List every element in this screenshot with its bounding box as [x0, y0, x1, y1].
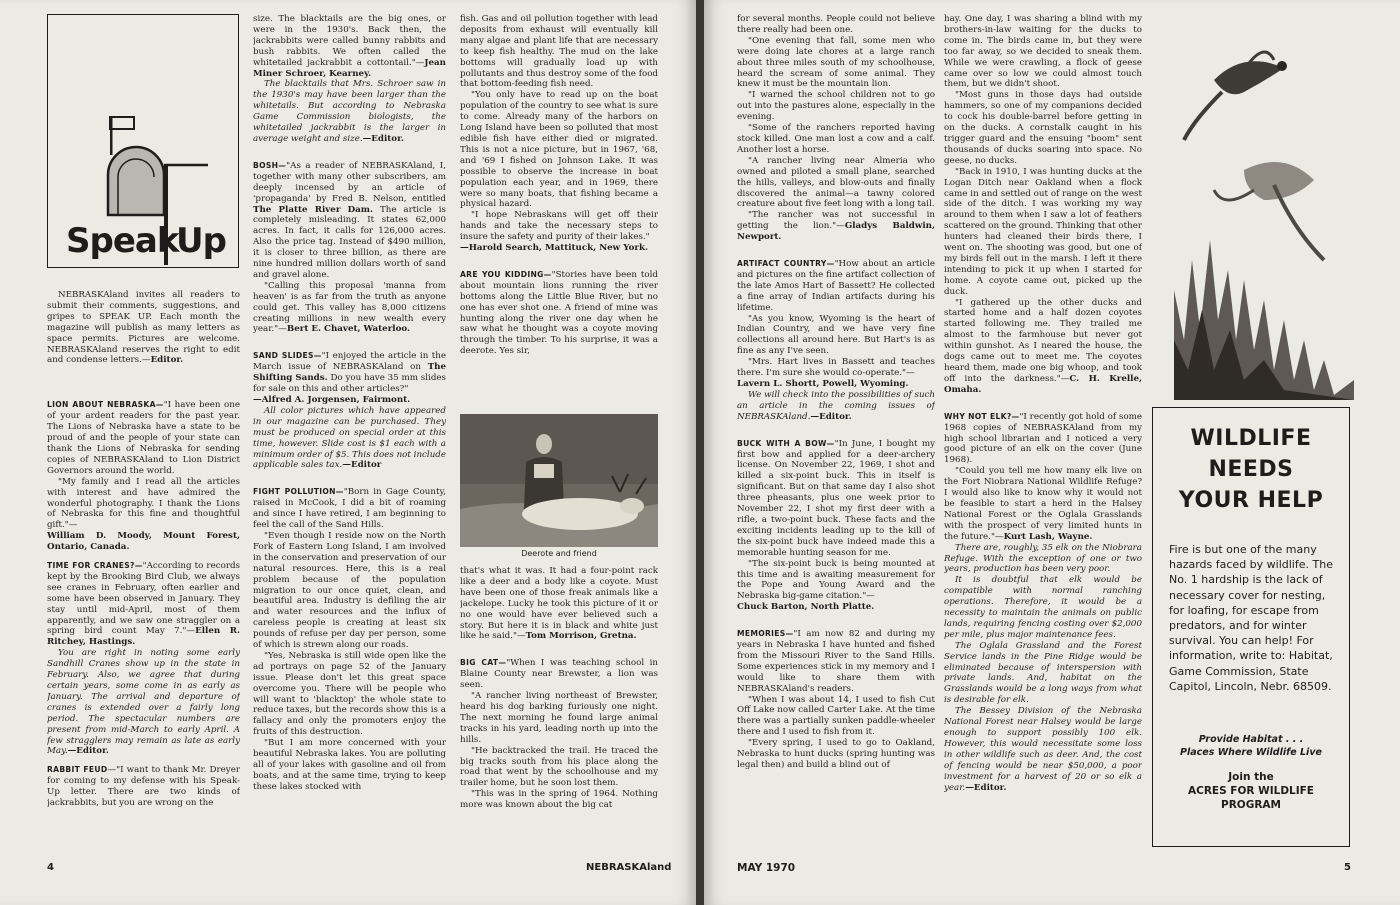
column-3-bottom [460, 566, 658, 856]
page-number-left: 4 [47, 862, 54, 873]
ad-join-program: Join the ACRES FOR WILDLIFE PROGRAM [1188, 771, 1314, 811]
letter-paragraph: "Calling this proposal 'manna from heaven' is as far from the truth as anyone could get. This valley has 8,000 citizens creating millions in new wealth every year."—Bert E. Chavet, Waterloo. [253, 280, 446, 335]
editor-reply: There are, roughly, 35 elk on the Niobrara Refuge. With the exception of one or two years, production has been very poor. [944, 542, 1142, 575]
letter-heading: FIGHT POLLUTION— [253, 487, 344, 497]
page-number-right: 5 [1344, 862, 1351, 873]
signature: —Harold Search, Mattituck, New York. [460, 243, 649, 254]
signature: —Alfred A. Jorgensen, Fairmont. [253, 395, 411, 405]
editor-reply: We will check into the possibilities of such an article in the coming issues of NEBRASKAland.—Editor. [737, 389, 935, 422]
letter-paragraph: hay. One day, I was sharing a blind with my brothers-in-law waiting for the ducks to come in. The birds came in, but they were too far away, so we decided to sneak them. While we were crawling, a flock of geese came over so low we could almost touch them, but we didn't shoot. [944, 14, 1142, 90]
letter-lion: LION ABOUT NEBRASKA—"I have been one of your ardent readers for the past year. The Lions of Nebraska have a state to be proud of and the people of your state can thank the Lions of Nebraska for sending copies of NEBRASKAland to Lion District Governors around the world. [47, 400, 240, 476]
letter-paragraph: "A rancher living near Almeria who owned and piloted a small plane, searched the hills, valleys, and blow-outs and finally discovered the animal—a tawny colored creature about five feet long with a long tail. [737, 155, 935, 210]
speak-up-logo [47, 14, 239, 268]
letter-paragraph: "This was in the spring of 1964. Nothing more was known about the big cat [460, 789, 658, 811]
logo-word-speak: Speak [66, 221, 179, 261]
letter-paragraph: "Could you tell me how many elk live on the Fort Niobrara National Wildlife Refuge? I would also like to know why it would not be feasible to start a herd in the Halsey National Forest or the Oglala Grasslands with the prospect of very limited hunts in the future."—Kurt Lash, Wayne. [944, 466, 1142, 542]
logo-word-up: Up [176, 221, 226, 261]
magazine-name: NEBRASKAland [586, 862, 672, 873]
issue-date: MAY 1970 [737, 862, 796, 874]
left-page [0, 0, 696, 905]
intro-text: NEBRASKAland invites all readers to submit their comments, suggestions, and gripes to SPEAK UP. Each month the magazine will publish as many letters as space permits. Pictures are welcome. NEBRASKAland reserves the right to edit and condense letters.—Editor. [47, 290, 240, 366]
letter-paragraph: "I hope Nebraskans will get off their hands and take the necessary steps to insure the safety and purity of their lakes." [460, 210, 658, 243]
letter-heading: ARTIFACT COUNTRY— [737, 259, 835, 269]
column-5 [944, 14, 1142, 854]
editor-reply: You are right in noting some early Sandhill Cranes show up in the state in February. Also, we agree that during certain years, some come in as early as January. The arrival and departure of cranes is extended over a fairly long period. The spectacular numbers are present from mid-March to early April. A few stragglers may remain as late as early May.—Editor. [47, 648, 240, 757]
letter-artifact-country: ARTIFACT COUNTRY—"How about an article and pictures on the fine artifact collection of the late Amos Hart of Bassett? He collected a fine array of Indian artifacts during his lifetime. [737, 259, 935, 313]
column-4 [737, 14, 935, 854]
letter-paragraph: fish. Gas and oil pollution together with lead deposits from exhaust will eventually kill many algae and plant life that are necessary to keep fish healthy. The mud on the lake bottoms will gradually load up with pollutants and thus destroy some of the food that bottom-feeding fish need. [460, 14, 658, 90]
letter-paragraph: "A rancher living northeast of Brewster, heard his dog barking furiously one night. The next morning he found large animal tracks in his yard, leading north up into the hills. [460, 691, 658, 745]
letter-paragraph: "Yes, Nebraska is still wide open like the ad portrays on page 52 of the January issue. Please don't let this great space overcome you. There will be people who will want to 'blacktop' the whole state to reduce taxes, but the records show this is a fallacy and only the promoters enjoy the fruits of this destruction. [253, 650, 446, 738]
signature: William D. Moody, Mount Forest, Ontario, Canada. [47, 531, 240, 553]
letter-paragraph: "Every spring, I used to go to Oakland, Nebraska to hunt ducks (spring hunting was legal then) and build a blind out of [737, 738, 935, 770]
letter-heading: BUCK WITH A BOW— [737, 438, 835, 448]
wildlife-ad [1152, 407, 1350, 847]
letter-cranes: TIME FOR CRANES?—"According to records kept by the Brooking Bird Club, we always see cranes in February, often earlier and some have been observed in January. They stay until mid-April, most of them apparently, and we saw one straggler on a spring bird count May 7."—Ellen R. Ritchey, Hastings. [47, 561, 240, 648]
photo-caption: Deerote and friend [521, 549, 597, 558]
letter-paragraph: "Mrs. Hart lives in Bassett and teaches there. I'm sure she would co-operate."— [737, 357, 935, 379]
letter-paragraph: "As you know, Wyoming is the heart of Indian Country, and we have very fine collections all around here. But Hart's is as fine as any I've seen. [737, 313, 935, 357]
letter-paragraph: "He backtracked the trail. He traced the big tracks south from his place along the road that went by the schoolhouse and my trailer home, but he soon lost them. [460, 745, 658, 789]
letter-paragraph: "Most guns in those days had outside hammers, so one of my companions decided to cock his double-barrel before getting in on the ducks. A cornstalk caught in his trigger guard and the ensuing "boom" sent thousands of ducks soaring into space. No geese, no ducks. [944, 90, 1142, 166]
column-2 [253, 14, 446, 854]
letter-paragraph: "You only have to read up on the boat population of the country to see what is sure to come. Already many of the harbors on Long Island have been so polluted that most edible fish have either died or migrated. This is not a nice picture, but in 1967, '68, and '69 I fished on Johnson Lake. It was possible to observe the increase in boat population each year, and in 1969, there were so many boats, that fishing became a physical hazard. [460, 90, 658, 210]
letter-paragraph: "When I was about 14, I used to fish Cut Off Lake now called Carter Lake. At the time there was a partially sunken paddle-wheeler there and I used to fish from it. [737, 694, 935, 738]
letter-paragraph: "But I am more concerned with your beautiful Nebraska lakes. You are polluting all of your lakes with gasoline and oil from boats, and at the same time, trying to keep these lakes stocked with [253, 738, 446, 792]
letter-paragraph: size. The blacktails are the big ones, or were in the 1930's. Back then, the jackrabbits were called bunny rabbits and bush rabbits. We often called the whitetailed jackrabbit a cottontail."—Jean Miner Schroer, Kearney. [253, 14, 446, 79]
letter-heading: ARE YOU KIDDING— [460, 269, 552, 279]
letter-paragraph: "My family and I read all the articles with interest and have admired the wonderful photography. I thank the Lions of Nebraska for this fine and thoughtful gift."— [47, 476, 240, 531]
letter-heading: BOSH— [253, 160, 287, 170]
hunter-with-deer-image [460, 414, 658, 547]
signature: Lavern L. Shortt, Powell, Wyoming. [737, 379, 909, 389]
letter-heading: MEMORIES— [737, 629, 794, 639]
letter-paragraph: that's what it was. It had a four-point rack like a deer and a body like a coyote. Must have been one of those freak animals like a jackelope. Lucky he took this picture of it or no one would have ever believed such a story. But here it is in black and white just like he said."—Tom Morrison, Gretna. [460, 566, 658, 642]
letter-paragraph: "Even though I reside now on the North Fork of Eastern Long Island, I am involved in the conservation and preservation of our natural resources. Here, this is a real problem because of the population migration to our once quiet, clean, and beautiful area. Industry is defiling the air and water resources and the influx of careless people is creating at least six pounds of refuse per day per person, some of which is strewn along our roads. [253, 530, 446, 651]
letter-paragraph: "I warned the school children not to go out into the pastures alone, especially in the evening. [737, 90, 935, 123]
letter-heading: BIG CAT— [460, 658, 507, 668]
letter-why-not-elk: WHY NOT ELK?—"I recently got hold of some 1968 copies of NEBRASKAland from my high school librarian and I noticed a very good picture of an elk on the cover (June 1968). [944, 411, 1142, 466]
letter-heading: WHY NOT ELK?— [944, 411, 1020, 421]
editor-reply: The Oglala Grassland and the Forest Service lands in the Pine Ridge would be eliminated because of interspersion with private lands. And, habitat on the Grasslands would be a long ways from what is desirable for elk. [944, 640, 1142, 706]
column-3-top [460, 14, 658, 408]
letter-are-you-kidding: ARE YOU KIDDING—"Stories have been told about mountain lions running the river bottoms along the Little Blue River, but no one has ever shot one. A friend of mine was hunting along the river one day when he saw what he thought was a coyote moving through the timber. To his surprise, it was a deerote. Yes sir, [460, 269, 658, 357]
pheasants-in-flight-image [1174, 40, 1354, 400]
letter-paragraph: "The rancher was not successful in getting the lion."—Gladys Baldwin, Newport. [737, 210, 935, 243]
signature: Chuck Barton, North Platte. [737, 602, 875, 613]
letter-heading: RABBIT FEUD [47, 765, 108, 775]
letter-rabbit: RABBIT FEUD—"I want to thank Mr. Dreyer for coming to my defense with his Speak-Up letter. There are two kinds of jackrabbits, but you are wrong on the [47, 765, 240, 809]
spread-gutter [696, 0, 704, 905]
letter-paragraph: "Back in 1910, I was hunting ducks at the Logan Ditch near Oakland when a flock came in and settled out of range on the west side of the ditch. I was working my way around to them when I saw a lot of feathers scattered on the ground. Thinking that other hunters had cleaned their birds there, I went on. The shooting was good, but one of my birds fell out in the marsh. I left it there intending to pick it up when I started for home. A coyote came out, picked up the duck. [944, 166, 1142, 297]
editor-reply: The blacktails that Mrs. Schroer saw in the 1930's may have been larger than the whitetails. But according to Nebraska Game Commission biologists, the whitetailed jackrabbit is the larger in average weight and size.—Editor. [253, 79, 446, 144]
ad-title: WILDLIFE NEEDS YOUR HELP [1178, 426, 1324, 513]
letter-paragraph: "One evening that fall, some men who were doing late chores at a large ranch about three miles south of my schoolhouse, heard the scream of some animal. They knew it must be the mountain lion. [737, 35, 935, 90]
letter-paragraph: for several months. People could not believe there really had been one. [737, 14, 935, 35]
right-page [704, 0, 1400, 905]
letter-heading: TIME FOR CRANES?— [47, 561, 143, 571]
editor-reply: The Bessey Division of the Nebraska National Forest near Halsey would be large enough to support possibly 100 elk. However, this would necessitate some loss in other wildlife such as deer. And, the cost of fencing would be near $50,000, a poor investment for a harvest of 20 or so elk a year.—Editor. [944, 706, 1142, 793]
column-1 [47, 290, 240, 850]
ad-body: Fire is but one of the many hazards faced by wildlife. The No. 1 hardship is the lack of necessary cover for nesting, for loafing, for escape from predators, and for winter survival. You can help! For information, write to: Habitat, Game Commission, State Capitol, Lincoln, Nebr. 68509. [1169, 543, 1333, 693]
editor-reply: It is doubtful that elk would be compatible with normal ranching operations. Therefore, it would be a necessity to maintain the animals on public lands, requiring fencing costing over $2,000 per mile, plus major maintenance fees. [944, 575, 1142, 640]
letter-sand-slides: SAND SLIDES—"I enjoyed the article in the March issue of NEBRASKAland on The Shifting Sands. Do you have 35 mm slides for sale on this and other articles?" [253, 351, 446, 395]
letter-heading: SAND SLIDES— [253, 351, 322, 361]
deerote-photo [460, 414, 658, 547]
letter-buck-with-a-bow: BUCK WITH A BOW—"In June, I bought my first bow and applied for a deer-archery license. On November 22, 1969, I shot and killed a six-point buck. This in itself is significant. But on that same day I also shot three pheasants, plus one week prior to November 22, I shot my first deer with a rifle, a two-point buck. These facts and the exciting incidents leading up to the kill of the six-point buck have indeed made this a memorable hunting season for me. [737, 438, 935, 558]
editor-reply: All color pictures which have appeared in our magazine can be purchased. They must be produced on special order at this time, however. Slide cost is $1 each with a minimum order of $5. This does not include applicable sales tax.—Editor [253, 405, 446, 471]
letter-paragraph: "Some of the ranchers reported having stock killed. One man lost a cow and a calf. Another lost a horse. [737, 123, 935, 155]
letter-big-cat: BIG CAT—"When I was teaching school in Blaine County near Brewster, a lion was seen. [460, 658, 658, 691]
letter-memories: MEMORIES—"I am now 82 and during my years in Nebraska I have hunted and fished from the Missouri River to the Sand Hills. Some experiences stick in my memory and I would like to share them with NEBRASKAland's readers. [737, 629, 935, 694]
letter-bosh: BOSH—"As a reader of NEBRASKAland, I, together with many other subscribers, am deeply incensed by an article of 'propaganda' by Fred B. Nelson, entitled The Platte River Dam. The article is completely misleading. It states 62,000 acres. In fact, it calls for 126,000 acres. Also the price tag. Instead of $490 million, it is closer to three billion, as there are nine hundred million dollars worth of sand and gravel alone. [253, 160, 446, 280]
letter-paragraph: "I gathered up the other ducks and started home and a half dozen coyotes started following me. They trailed me almost to the farmhouse but never got within gunshot. As I neared the house, the dogs came out to meet me. The coyotes heard them, made one big whoop, and took off into the darkness."—C. H. Krelle, Omaha. [944, 297, 1142, 395]
letter-fight-pollution: FIGHT POLLUTION—"Born in Gage County, raised in McCook, I did a bit of roaming and since I have retired, I am beginning to feel the call of the Sand Hills. [253, 487, 446, 531]
letter-paragraph: "The six-point buck is being mounted at this time and is awaiting measurement for the Pope and Young Award and the Nebraska big-game citation."— [737, 558, 935, 602]
letter-heading: LION ABOUT NEBRASKA— [47, 400, 164, 410]
ad-tagline: Provide Habitat . . . Places Where Wildlife Live [1180, 734, 1322, 758]
